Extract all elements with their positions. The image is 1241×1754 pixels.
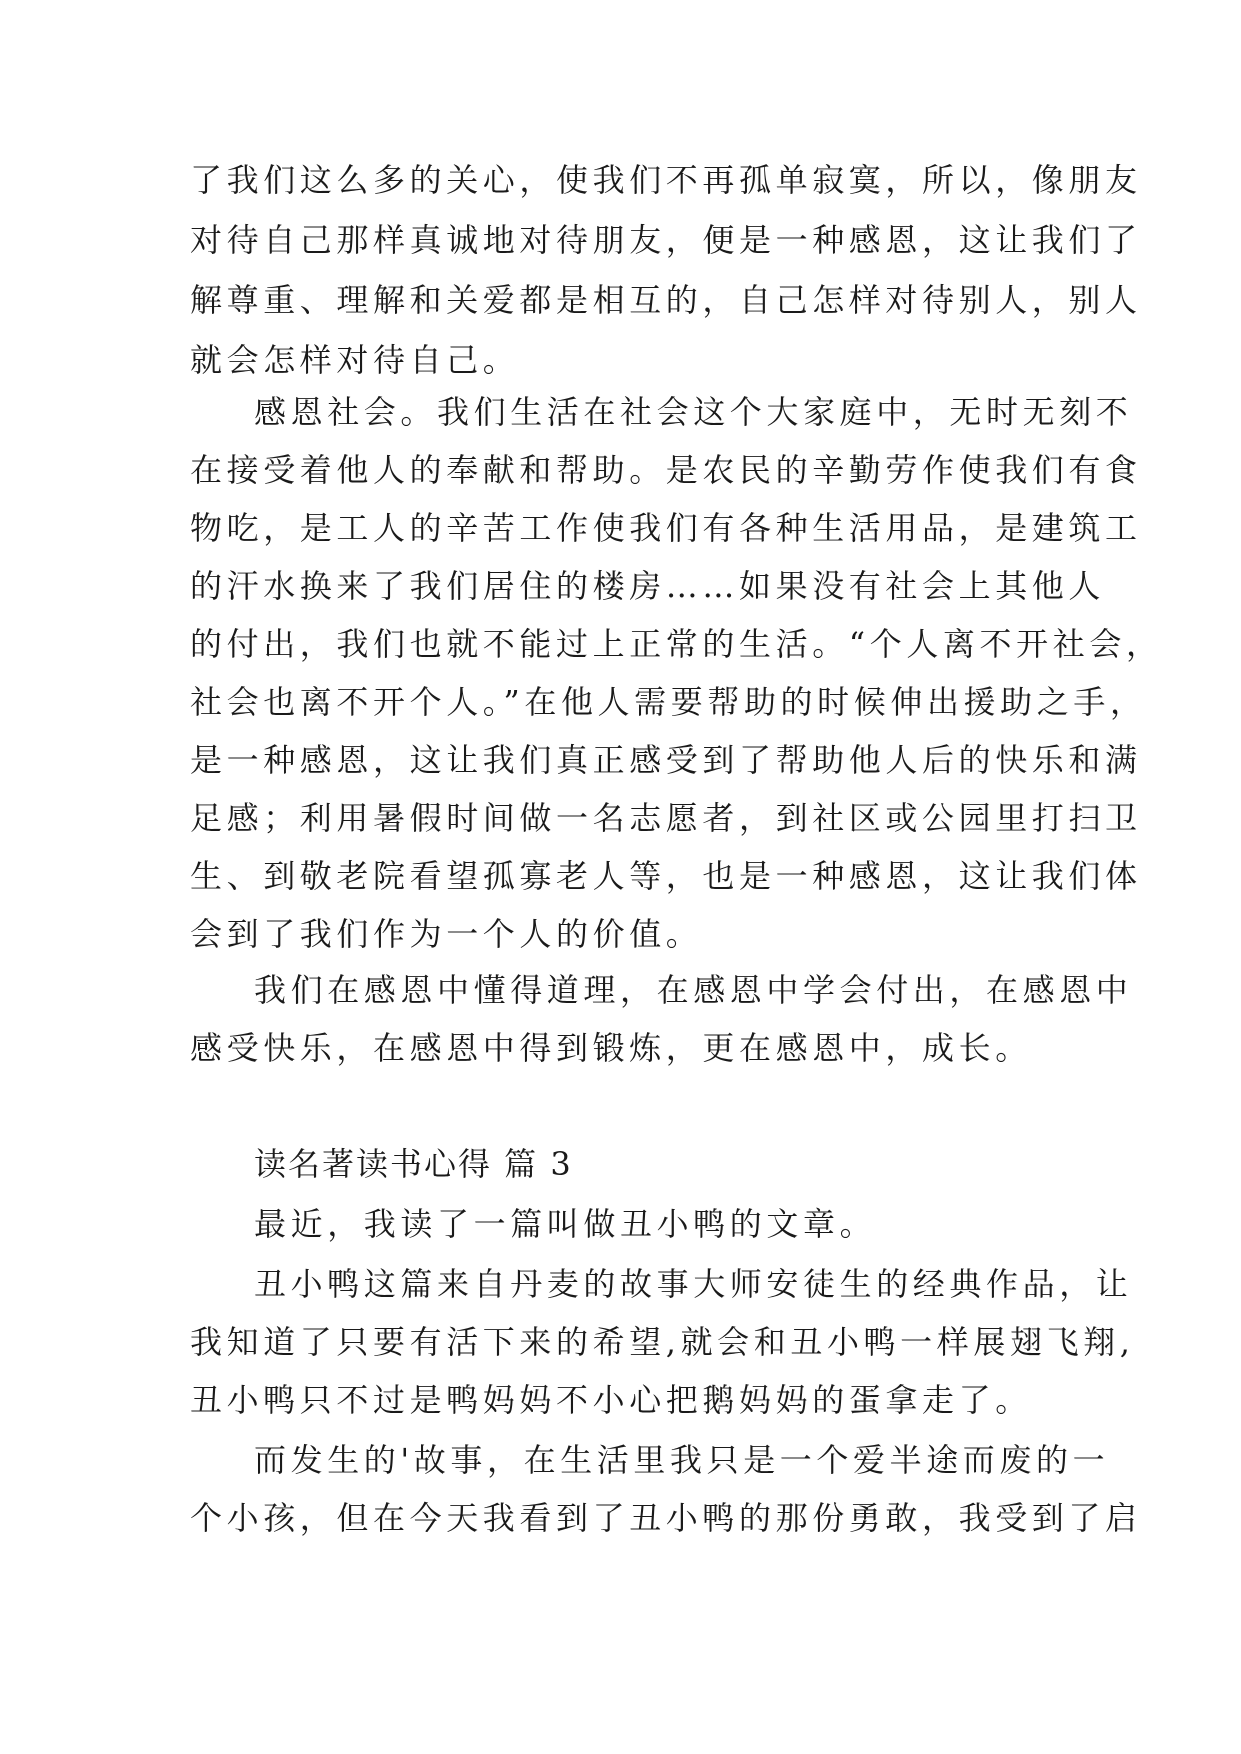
text-line: 个小孩，但在今天我看到了丑小鸭的那份勇敢，我受到了启 <box>190 1499 1142 1537</box>
text-line: 我知道了只要有活下来的希望,就会和丑小鸭一样展翅飞翔, <box>190 1323 1135 1361</box>
text-line: 会到了我们作为一个人的价值。 <box>190 915 703 953</box>
text-line: 感受快乐，在感恩中得到锻炼，更在感恩中，成长。 <box>190 1029 1032 1067</box>
text-line: 就会怎样对待自己。 <box>190 341 520 379</box>
text-line: 丑小鸭只不过是鸭妈妈不小心把鹅妈妈的蛋拿走了。 <box>190 1381 1032 1419</box>
text-line: 物吃，是工人的辛苦工作使我们有各种生活用品，是建筑工 <box>190 509 1142 547</box>
text-line: 的汗水换来了我们居住的楼房……如果没有社会上其他人 <box>190 567 1106 605</box>
text-line: 生、到敬老院看望孤寡老人等，也是一种感恩，这让我们体 <box>190 857 1142 895</box>
text-line: 而发生的'故事，在生活里我只是一个爱半途而废的一 <box>254 1441 1110 1479</box>
text-line: 在接受着他人的奉献和帮助。是农民的辛勤劳作使我们有食 <box>190 451 1142 489</box>
text-line: 丑小鸭这篇来自丹麦的故事大师安徒生的经典作品，让 <box>254 1265 1133 1303</box>
text-line: 感恩社会。我们生活在社会这个大家庭中，无时无刻不 <box>254 393 1133 431</box>
text-line: 了我们这么多的关心，使我们不再孤单寂寞，所以，像朋友 <box>190 161 1142 199</box>
text-line: 的付出，我们也就不能过上正常的生活。“个人离不开社会， <box>190 625 1163 663</box>
text-line: 解尊重、理解和关爱都是相互的，自己怎样对待别人，别人 <box>190 281 1142 319</box>
text-line: 我们在感恩中懂得道理，在感恩中学会付出，在感恩中 <box>254 971 1133 1009</box>
text-line: 足感；利用暑假时间做一名志愿者，到社区或公园里打扫卫 <box>190 799 1142 837</box>
heading-text: 读名著读书心得 篇 3 <box>254 1145 573 1183</box>
text-line: 社会也离不开个人。”在他人需要帮助的时候伸出援助之手， <box>190 683 1147 721</box>
text-line: 最近，我读了一篇叫做丑小鸭的文章。 <box>254 1205 877 1243</box>
text-line: 对待自己那样真诚地对待朋友，便是一种感恩，这让我们了 <box>190 221 1142 259</box>
text-line: 是一种感恩，这让我们真正感受到了帮助他人后的快乐和满 <box>190 741 1142 779</box>
